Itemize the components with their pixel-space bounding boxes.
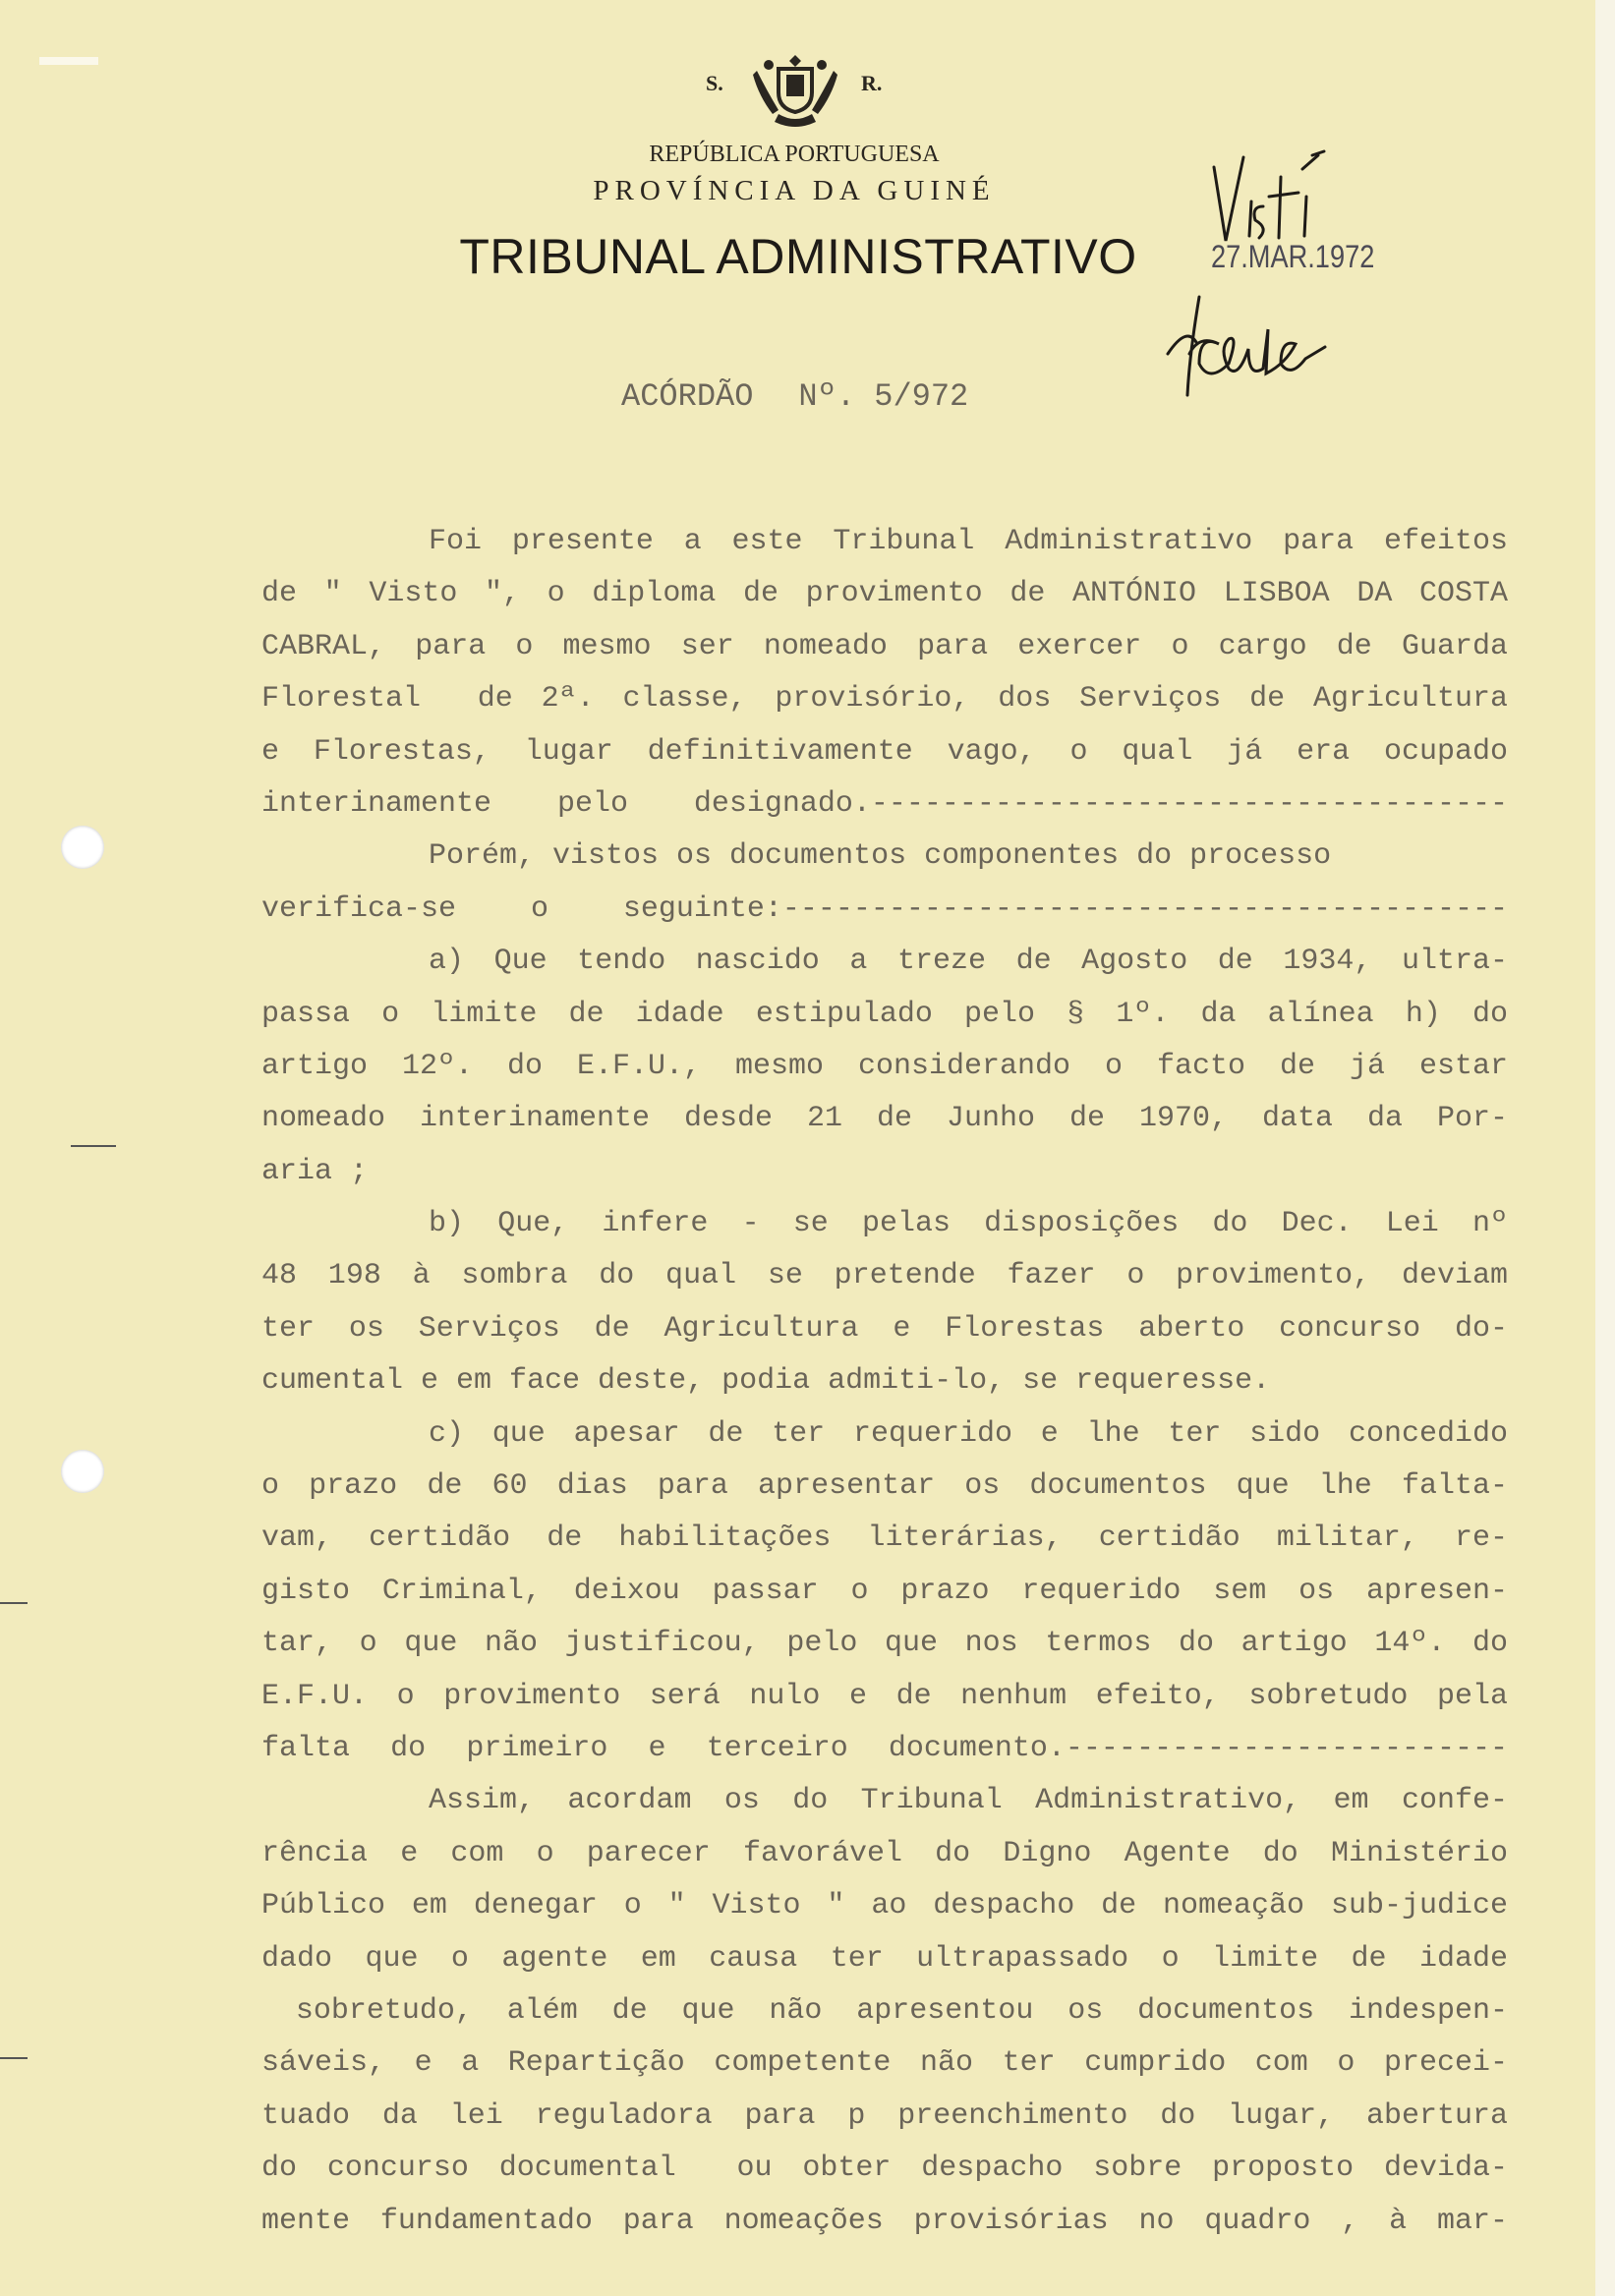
- body-line: aria ;: [261, 1154, 369, 1188]
- ruling-body: [261, 516, 1508, 2248]
- body-line: c) que apesar de ter requerido e lhe ter sido concedido: [429, 1416, 1508, 1451]
- body-line: Público em denegar o " Visto " ao despacho de nomeação sub-judice: [261, 1889, 1508, 1923]
- body-line: gisto Criminal, deixou passar o prazo requerido sem os apresen-: [261, 1574, 1508, 1608]
- body-line: CABRAL, para o mesmo ser nomeado para exercer o cargo de Guarda: [261, 629, 1508, 663]
- body-line: artigo 12º. do E.F.U., mesmo considerando o facto de já estar: [261, 1049, 1508, 1083]
- body-line: 48 198 à sombra do qual se pretende fazer o provimento, deviam: [261, 1259, 1508, 1293]
- handwritten-signature: [1160, 295, 1406, 403]
- body-line: b) Que, infere - se pelas disposições do Dec. Lei nº: [429, 1207, 1508, 1241]
- body-line: e Florestas, lugar definitivamente vago, o qual já era ocupado: [261, 734, 1508, 769]
- body-line: do concurso documental ou obter despacho sobre proposto devida-: [261, 2152, 1508, 2186]
- s-label: S.: [706, 71, 723, 95]
- handwritten-visto-signature: [1204, 147, 1361, 246]
- coat-of-arms-icon: [749, 51, 841, 128]
- date-stamp: 27.MAR.1972: [1211, 239, 1375, 274]
- ruling-number: [621, 378, 968, 415]
- margin-mark: [0, 2057, 28, 2059]
- body-line: E.F.U. o provimento será nulo e de nenhum efeito, sobretudo pela: [261, 1679, 1508, 1713]
- body-line: mente fundamentado para nomeações provisórias no quadro , à mar-: [261, 2204, 1508, 2238]
- court-title: TRIBUNAL ADMINISTRATIVO: [459, 229, 1137, 284]
- body-line: falta do primeiro e terceiro documento.-------------------------: [261, 1731, 1508, 1765]
- r-label: R.: [861, 71, 883, 95]
- republic-heading: REPÚBLICA PORTUGUESA: [649, 142, 940, 167]
- body-line: passa o limite de idade estipulado pelo § 1º. da alínea h) do: [261, 997, 1508, 1031]
- margin-mark: [71, 1145, 116, 1147]
- body-line: Porém, vistos os documentos componentes do processo: [429, 839, 1332, 874]
- body-line: tuado da lei reguladora para p preenchimento do lugar, abertura: [261, 2098, 1508, 2133]
- body-line: cumental e em face deste, podia admiti-lo, se requeresse.: [261, 1364, 1271, 1399]
- ruling-label: ACÓRDÃO: [621, 378, 754, 415]
- body-line: ter os Serviços de Agricultura e Florestas aberto concurso do-: [261, 1311, 1508, 1346]
- body-line: de " Visto ", o diploma de provimento de ANTÓNIO LISBOA DA COSTA: [261, 577, 1508, 611]
- province-heading: PROVÍNCIA DA GUINÉ: [593, 175, 996, 206]
- punch-hole: [61, 1450, 104, 1493]
- body-line: dado que o agente em causa ter ultrapassado o limite de idade: [261, 1941, 1508, 1976]
- body-line: rência e com o parecer favorável do Digno Agente do Ministério: [261, 1836, 1508, 1870]
- body-line: verifica-se o seguinte:-----------------------------------------: [261, 891, 1508, 926]
- body-line: o prazo de 60 dias para apresentar os documentos que lhe falta-: [261, 1469, 1508, 1504]
- body-line: Florestal de 2ª. classe, provisório, dos Serviços de Agricultura: [261, 682, 1508, 717]
- punch-hole: [61, 826, 104, 869]
- body-line: a) Que tendo nascido a treze de Agosto de 1934, ultra-: [429, 945, 1508, 979]
- paper-wear: [39, 57, 98, 65]
- body-line: tar, o que não justificou, pelo que nos termos do artigo 14º. do: [261, 1627, 1508, 1661]
- body-line: sobretudo, além de que não apresentou os documentos indespen-: [261, 1993, 1508, 2028]
- body-line: vam, certidão de habilitações literárias, certidão militar, re-: [261, 1521, 1508, 1556]
- body-line: nomeado interinamente desde 21 de Junho de 1970, data da Por-: [261, 1102, 1508, 1136]
- body-line: sáveis, e a Repartição competente não ter cumprido com o precei-: [261, 2046, 1508, 2081]
- margin-mark: [0, 1602, 28, 1604]
- body-line: Foi presente a este Tribunal Administrativo para efeitos: [429, 525, 1508, 558]
- page-edge: [1595, 0, 1615, 2296]
- body-line: interinamente pelo designado.------------------------------------: [261, 786, 1508, 821]
- body-line: Assim, acordam os do Tribunal Administrativo, em confe-: [429, 1784, 1508, 1818]
- ruling-number-value: Nº. 5/972: [798, 378, 969, 415]
